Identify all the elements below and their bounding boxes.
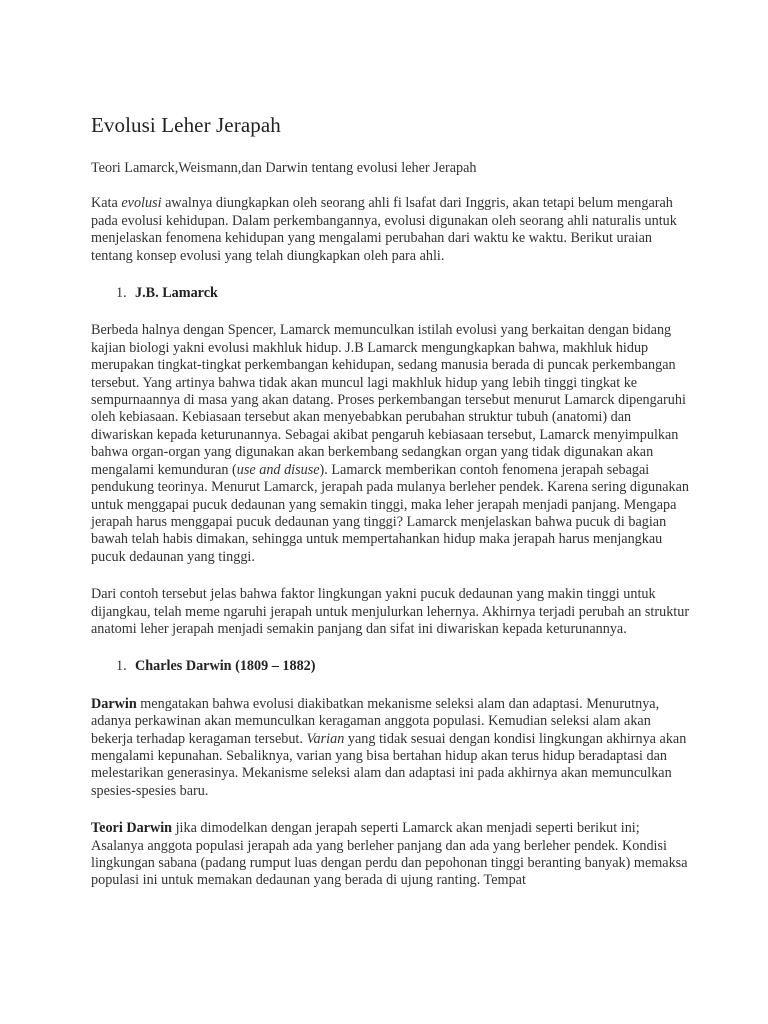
section-heading-darwin bbox=[91, 658, 691, 675]
darwin-theory-bold: Teori Darwin bbox=[91, 820, 173, 837]
darwin-text-mid: mengatakan bahwa evolusi diakibatkan mekanisme seleksi alam dan adaptasi. Menurutnya, adanya perkawinan akan memunculkan keragaman anggota populasi. Kemudian seleksi alam akan bekerja terhadap keragaman tersebut. bbox=[91, 695, 660, 747]
darwin-theory-text: jika dimodelkan dengan jerapah seperti Lamarck akan menjadi seperti berikut ini; Asalanya anggota populasi jerapah ada yang berleher panjang dan ada yang berleher pendek. Kondisi lingkungan sabana (padang rumput luas dengan perdu dan pepohonan tinggi beranting banyak) memaksa populasi ini untuk memakan dedaunan yang berada di ujung ranting. Tempat bbox=[91, 820, 688, 889]
lamarck-paragraph-2: Dari contoh tersebut jelas bahwa faktor lingkungan yakni pucuk dedaunan yang makin tinggi untuk dijangkau, telah meme ngaruhi jerapah untuk menjulurkan lehernya. Akhirnya terjadi perubah an struktur anatomi leher jerapah menjadi semakin panjang dan sifat ini diwariskan kepada keturunannya. bbox=[91, 586, 690, 637]
section-title: Charles Darwin (1809 – 1882) bbox=[135, 658, 316, 675]
darwin-italic-term: Varian bbox=[306, 730, 345, 747]
darwin-text-after: yang tidak sesuai dengan kondisi lingkungan akhirnya akan mengalami kepunahan. Sebaliknya, varian yang bisa bertahan hidup akan terus hidup beradaptasi dan melestarikan generasinya. Mekanisme seleksi alam dan adaptasi ini pada akhirnya akan memunculkan spesies-spesies baru. bbox=[91, 730, 687, 799]
document-subtitle: Teori Lamarck,Weismann,dan Darwin tentang evolusi leher Jerapah bbox=[91, 160, 477, 176]
lamarck-text-before: Berbeda halnya dengan Spencer, Lamarck memunculkan istilah evolusi yang berkaitan dengan bidang kajian biologi yakni evolusi makhluk hidup. J.B Lamarck mengungkapkan bahwa, makhluk hidup merupakan tingkat-tingkat perkembangan kehidupan, sedang manusia berada di puncak perkembangan tersebut. Yang artinya bahwa tidak akan muncul lagi makhluk hidup yang lebih tinggi tingkat ke sempurnaannya di masa yang akan datang. Proses perkembangan tersebut menurut Lamarck dipengaruhi oleh kebiasaan. Kebiasaan tersebut akan menyebabkan perubahan struktur tubuh (anatomi) dan diwariskan kepada keturunannya. Sebagai akibat pengaruh kebiasaan tersebut, Lamarck menyimpulkan bahwa organ-organ yang digunakan akan berkembang sedangkan organ yang tidak digunakan akan mengalami kemunduran ( bbox=[91, 322, 686, 478]
intro-text-after: awalnya diungkapkan oleh seorang ahli fi lsafat dari Inggris, akan tetapi belum mengarah pada evolusi kehidupan. Dalam perkembangannya, evolusi digunakan oleh seorang ahli naturalis untuk menjelaskan fenomena kehidupan yang mengalami perubahan dari waktu ke waktu. Berikut uraian tentang konsep evolusi yang telah diungkapkan oleh para ahli. bbox=[91, 195, 677, 264]
intro-paragraph bbox=[91, 195, 691, 265]
page-title: Evolusi Leher Jerapah bbox=[91, 113, 281, 137]
lamarck-italic-term: use and disuse bbox=[236, 461, 320, 478]
intro-italic-term: evolusi bbox=[121, 195, 162, 212]
lamarck-paragraph-1 bbox=[91, 322, 691, 566]
darwin-bold-term: Darwin bbox=[91, 695, 137, 712]
section-number: 1. bbox=[116, 658, 127, 675]
darwin-paragraph-1 bbox=[91, 696, 691, 800]
intro-text-before: Kata bbox=[91, 195, 122, 212]
section-heading-lamarck bbox=[91, 285, 691, 302]
darwin-paragraph-2 bbox=[91, 820, 691, 890]
section-number: 1. bbox=[116, 285, 127, 302]
document-body bbox=[91, 110, 691, 910]
lamarck-text-after: ). Lamarck memberikan contoh fenomena jerapah sebagai pendukung teorinya. Menurut Lamarck, jerapah pada mulanya berleher pendek. Karena sering digunakan untuk menggapai pucuk dedaunan yang semakin tinggi, maka leher jerapah menjadi panjang. Mengapa jerapah harus menggapai pucuk dedaunan yang tinggi? Lamarck menjelaskan bahwa pucuk di bagian bawah telah habis dimakan, sehingga untuk mempertahankan hidup maka jerapah harus menjangkau pucuk dedaunan yang tinggi. bbox=[91, 461, 690, 565]
section-title: J.B. Lamarck bbox=[135, 285, 218, 302]
